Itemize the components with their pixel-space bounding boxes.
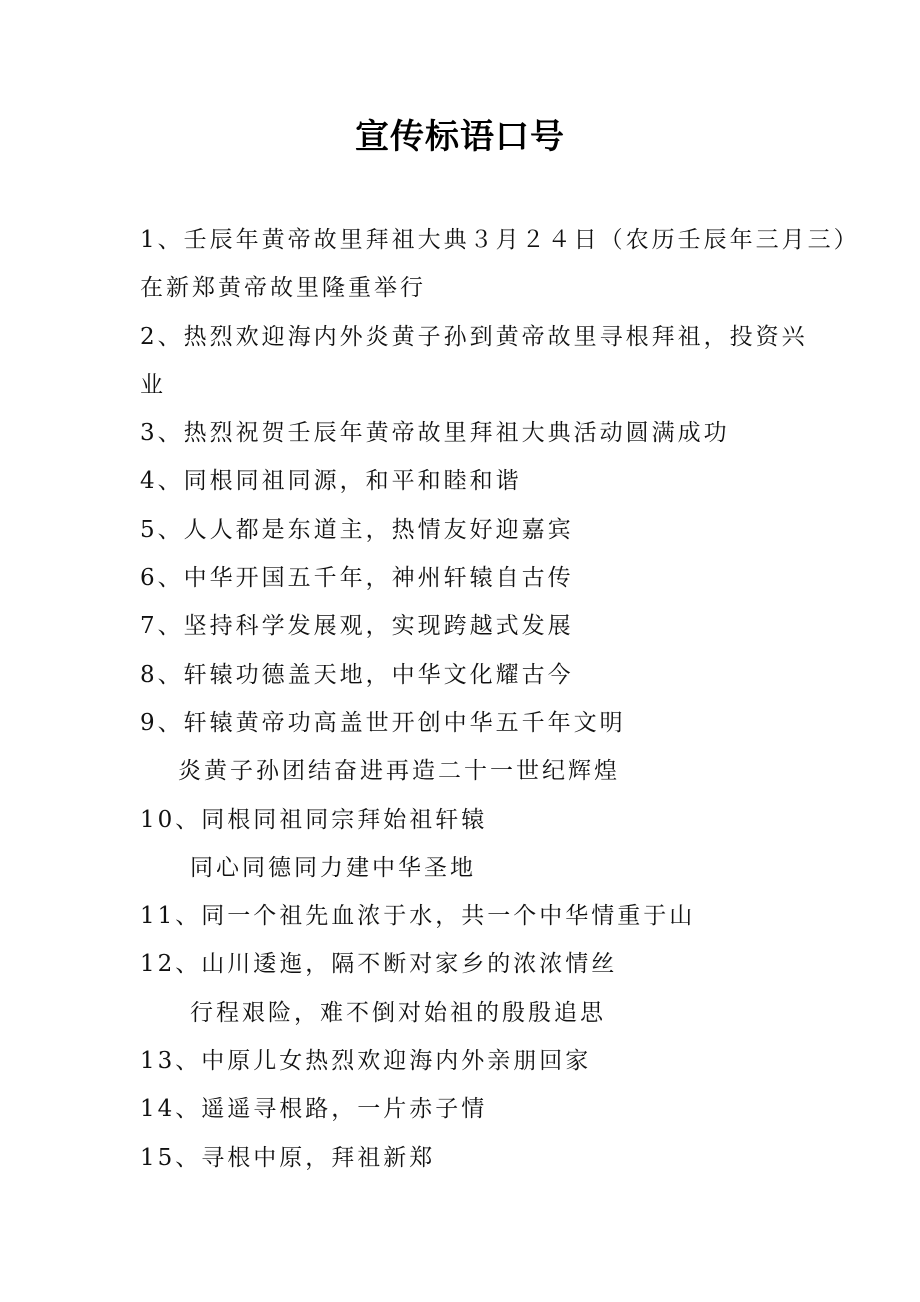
slogan-14: 14、遥遥寻根路，一片赤子情 <box>140 1096 488 1123</box>
slogan-12-line-1: 12、山川逶迤，隔不断对家乡的浓浓情丝 <box>140 951 618 978</box>
slogan-13: 13、中原儿女热烈欢迎海内外亲朋回家 <box>140 1048 592 1075</box>
slogan-15: 15、寻根中原，拜祖新郑 <box>140 1144 436 1171</box>
slogan-3: 3、热烈祝贺壬辰年黄帝故里拜祖大典活动圆满成功 <box>140 420 730 447</box>
slogan-11: 11、同一个祖先血浓于水，共一个中华情重于山 <box>140 903 696 930</box>
slogan-2-line-2: 业 <box>140 371 166 398</box>
slogan-7: 7、坚持科学发展观，实现跨越式发展 <box>140 613 574 640</box>
slogan-5: 5、人人都是东道主，热情友好迎嘉宾 <box>140 516 574 543</box>
slogan-6: 6、中华开国五千年，神州轩辕自古传 <box>140 565 574 592</box>
slogan-2-line-1: 2、热烈欢迎海内外炎黄子孙到黄帝故里寻根拜祖，投资兴 <box>140 323 808 350</box>
slogan-10-line-2: 同心同德同力建中华圣地 <box>190 854 476 881</box>
slogan-9-line-1: 9、轩辕黄帝功高盖世开创中华五千年文明 <box>140 709 626 736</box>
slogan-1-line-2: 在新郑黄帝故里隆重举行 <box>140 275 426 302</box>
slogan-9-line-2: 炎黄子孙团结奋进再造二十一世纪辉煌 <box>178 758 620 785</box>
slogan-1-line-1: 1、壬辰年黄帝故里拜祖大典３月２４日（农历壬辰年三月三） <box>140 227 860 253</box>
slogan-4: 4、同根同祖同源，和平和睦和谐 <box>140 468 522 495</box>
slogan-12-line-2: 行程艰险，难不倒对始祖的殷殷追思 <box>190 999 606 1026</box>
slogan-8: 8、轩辕功德盖天地，中华文化耀古今 <box>140 661 574 688</box>
slogan-10-line-1: 10、同根同祖同宗拜始祖轩辕 <box>140 806 488 833</box>
page-title: 宣传标语口号 <box>355 117 565 157</box>
slogan-list <box>140 216 860 1182</box>
